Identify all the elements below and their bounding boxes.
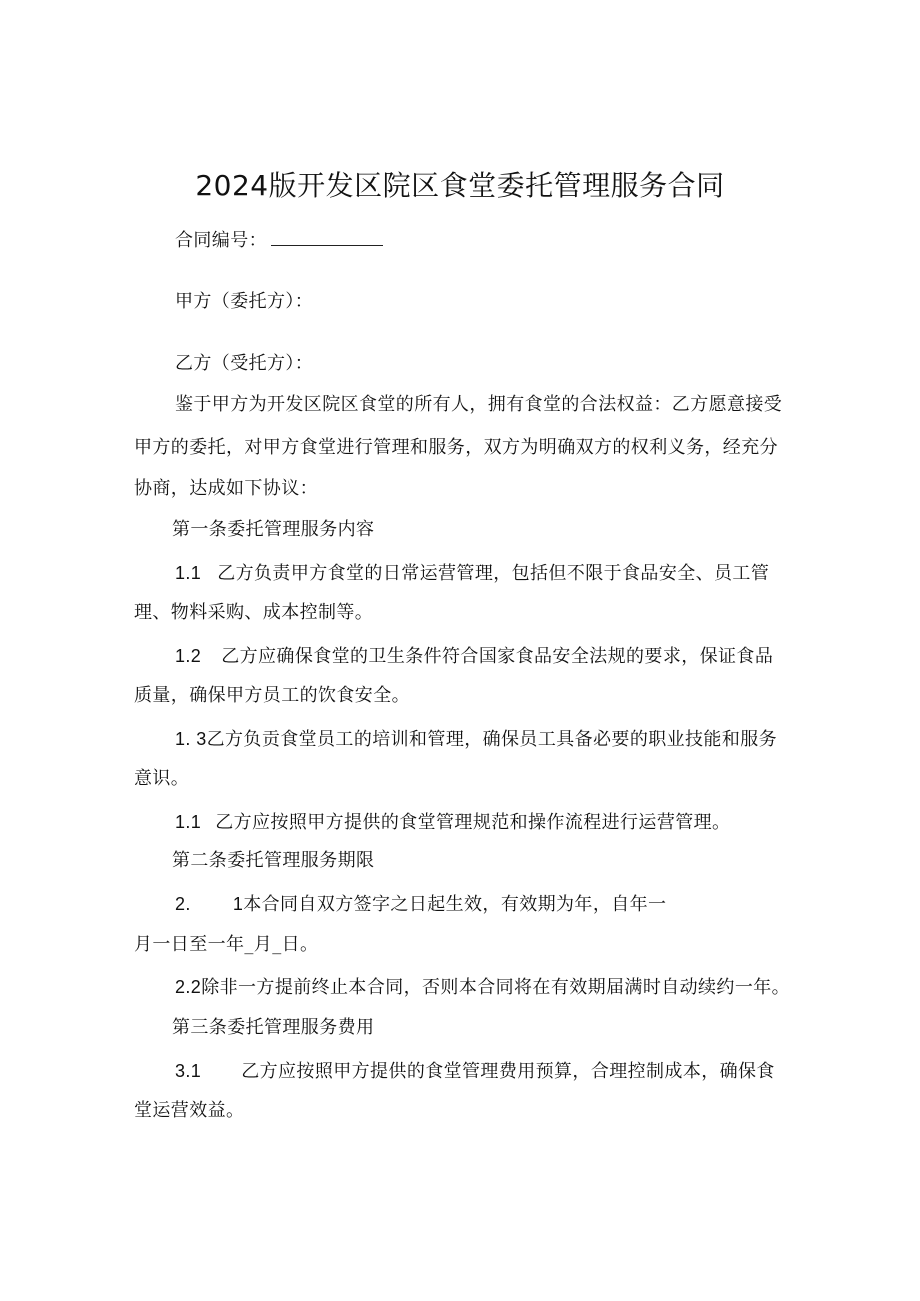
clause-number-suffix: 1 [232,894,244,914]
clause-text: 乙方应按照甲方提供的食堂管理费用预算，合理控制成本，确保食 [241,1061,775,1082]
clause-2-1-line-1 [175,892,666,917]
clause-number: 1.1 [175,812,202,832]
clause-1-1-line-1 [175,561,769,586]
clause-1-3-line-1 [175,727,777,752]
contract-number-row [175,229,383,253]
clause-3-1-line-2: 堂运营效益。 [134,1100,245,1121]
contract-number-blank [271,229,383,246]
clause-text: 乙方负责甲方食堂的日常运营管理，包括但不限于食品安全、员工管 [217,563,770,584]
clause-2-2-line-1 [175,975,790,1000]
clause-number: 2.2 [175,977,202,997]
party-b-label: 乙方（受托方）： [175,353,314,374]
clause-number: 3.1 [175,1061,202,1081]
clause-number: 1.1 [175,563,202,583]
preamble-line-1: 鉴于甲方为开发区院区食堂的所有人，拥有食堂的合法权益：乙方愿意接受 [175,394,783,415]
clause-text: 乙方应按照甲方提供的食堂管理规范和操作流程进行运营管理。 [215,812,731,833]
clause-text: 乙方应确保食堂的卫生条件符合国家食品安全法规的要求，保证食品 [221,646,774,667]
article-1-heading: 第一条委托管理服务内容 [172,519,375,540]
clause-1-2-line-1 [175,644,773,669]
clause-number: 2. [175,894,191,914]
clause-number: 1. 3 [175,729,207,749]
clause-1-3-line-2: 意识。 [134,768,190,789]
clause-1-2-line-2: 质量，确保甲方员工的饮食安全。 [134,685,410,706]
clause-text: 本合同自双方签字之日起生效，有效期为年，自年一 [243,894,667,915]
clause-text: 除非一方提前终止本合同，否则本合同将在有效期届满时自动续约一年。 [201,977,791,998]
article-2-heading: 第二条委托管理服务期限 [172,850,375,871]
article-3-heading: 第三条委托管理服务费用 [172,1017,375,1038]
clause-3-1-line-1 [175,1059,775,1084]
clause-1-1-line-2: 理、物料采购、成本控制等。 [134,602,374,623]
document-title: 2024版开发区院区食堂委托管理服务合同 [195,169,725,202]
party-a-label: 甲方（委托方）： [175,291,314,312]
contract-number-label: 合同编号： [175,230,267,251]
clause-2-1-line-2: 月一日至一年_月_日。 [134,934,319,955]
preamble-line-2: 甲方的委托，对甲方食堂进行管理和服务，双方为明确双方的权利义务，经充分 [134,437,778,458]
preamble-line-3: 协商，达成如下协议： [134,478,318,499]
clause-1-4-line-1 [175,810,730,835]
clause-text: 乙方负贡食堂员工的培训和管理，确保员工具备必要的职业技能和服务 [206,729,778,750]
clause-number: 1.2 [175,646,202,666]
